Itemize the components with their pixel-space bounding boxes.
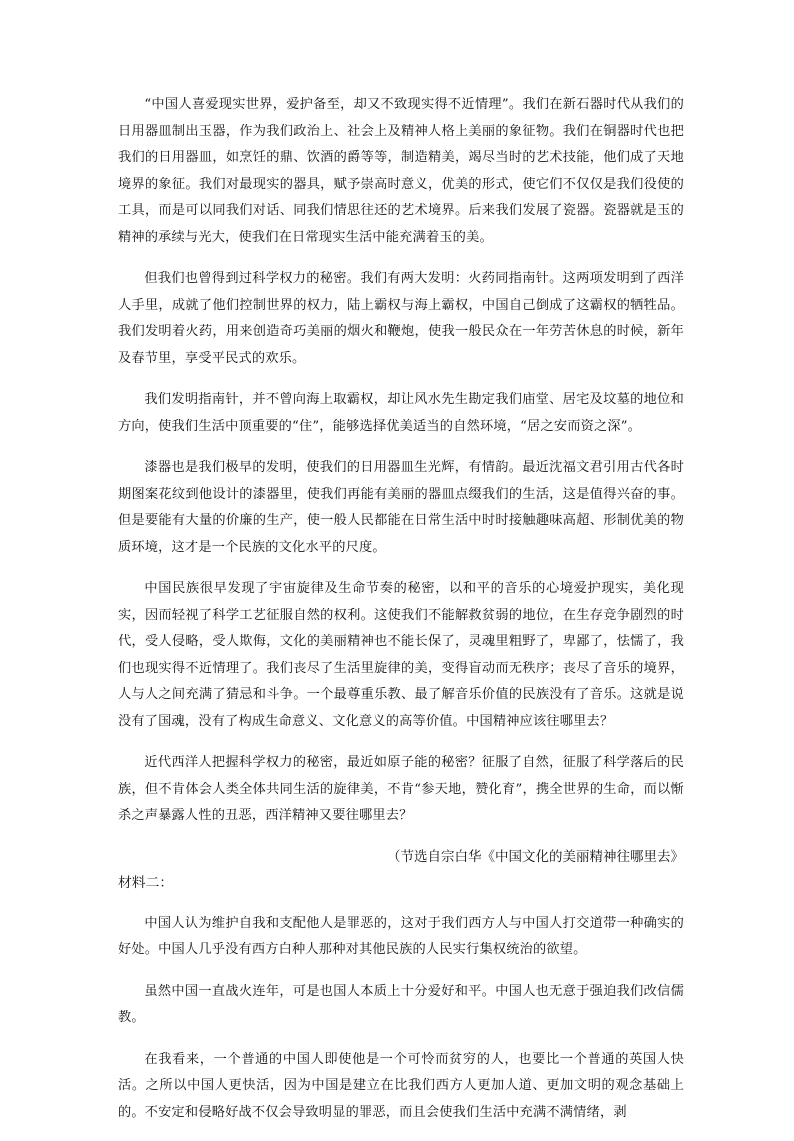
document-page — [118, 92, 684, 1141]
material1-paragraph-3: 我们发明指南针，并不曾向海上取霸权，却让风水先生勘定我们庙堂、居宅及坟墓的地位和方向，使我们生活中顶重要的“住”，能够选择优美适当的自然环境，“居之安而资之深”。 — [118, 392, 684, 434]
material2-heading: 材料二： — [118, 874, 174, 891]
material1-paragraph-1: “中国人喜爱现实世界，爱护备至，却又不致现实得不近情理”。我们在新石器时代从我们的日用器皿制出玉器，作为我们政治上、社会上及精神人格上美丽的象征物。我们在铜器时代也把我们的日用器皿，如烹饪的鼎、饮酒的爵等等，制造精美，竭尽当时的艺术技能，他们成了天地境界的象征。我们对最现实的器具，赋予崇高时意义，优美的形式，使它们不仅仅是我们役使的工具，而是可以同我们对话、同我们情思往还的艺术境界。后来我们发展了瓷器。瓷器就是玉的精神的承续与光大，使我们在日常现实生活中能充满着玉的美。 — [118, 97, 684, 245]
material2-paragraph-3: 在我看来，一个普通的中国人即使他是一个可怜而贫穷的人，也要比一个普通的英国人快活。之所以中国人更快活，因为中国是建立在比我们西方人更加人道、更加文明的观念基础上的。不安定和侵略好战不仅会导致明显的罪恶，而且会使我们生活中充满不满情绪，剥 — [118, 1051, 684, 1120]
material1-paragraph-2: 但我们也曾得到过科学权力的秘密。我们有两大发明：火药同指南针。这两项发明到了西洋人手里，成就了他们控制世界的权力，陆上霸权与海上霸权，中国自己倒成了这霸权的牺牲品。我们发明着火药，用来创造奇巧美丽的烟火和鞭炮，使我一般民众在一年劳苦休息的时候，新年及春节里，享受平民式的欢乐。 — [118, 271, 684, 366]
material1-paragraph-5: 中国民族很早发现了宇宙旋律及生命节奏的秘密，以和平的音乐的心境爱护现实，美化现实，因而轻视了科学工艺征服自然的权利。这使我们不能解救贫弱的地位，在生存竞争剧烈的时代，受人侵略，受人欺侮，文化的美丽精神也不能长保了，灵魂里粗野了，卑鄙了，怯懦了，我们也现实得不近情理了。我们丧尽了生活里旋律的美，变得盲动而无秩序；丧尽了音乐的境界，人与人之间充满了猜忌和斗争。一个最尊重乐教、最了解音乐价值的民族没有了音乐。这就是说没有了国魂，没有了构成生命意义、文化意义的高等价值。中国精神应该往哪里去？ — [118, 581, 684, 729]
source-citation: （节选自宗白华《中国文化的美丽精神往哪里去》 — [387, 848, 684, 865]
material1-paragraph-4: 漆器也是我们极早的发明，使我们的日用器皿生光辉，有情韵。最近沈福文君引用古代各时期图案花纹到他设计的漆器里，使我们再能有美丽的器皿点缀我们的生活，这是值得兴奋的事。但是要能有大量的价廉的生产，使一般人民都能在日常生活中时时接触趣味高超、形制优美的物质环境，这才是一个民族的文化水平的尺度。 — [118, 460, 684, 555]
material1-paragraph-6: 近代西洋人把握科学权力的秘密，最近如原子能的秘密？征服了自然，征服了科学落后的民族，但不肯体会人类全体共同生活的旋律美，不肯“参天地，赞化育”，携全世界的生命，而以惭杀之声暴露人性的丑恶，西洋精神又要往哪里去？ — [118, 755, 684, 823]
material2-paragraph-2: 虽然中国一直战火连年，可是也国人本质上十分爱好和平。中国人也无意于强迫我们改信儒教。 — [118, 983, 684, 1025]
material2-paragraph-1: 中国人认为维护自我和支配他人是罪恶的，这对于我们西方人与中国人打交道带一种确实的好处。中国人几乎没有西方白种人那种对其他民族的人民实行集权统治的欲望。 — [118, 915, 684, 957]
